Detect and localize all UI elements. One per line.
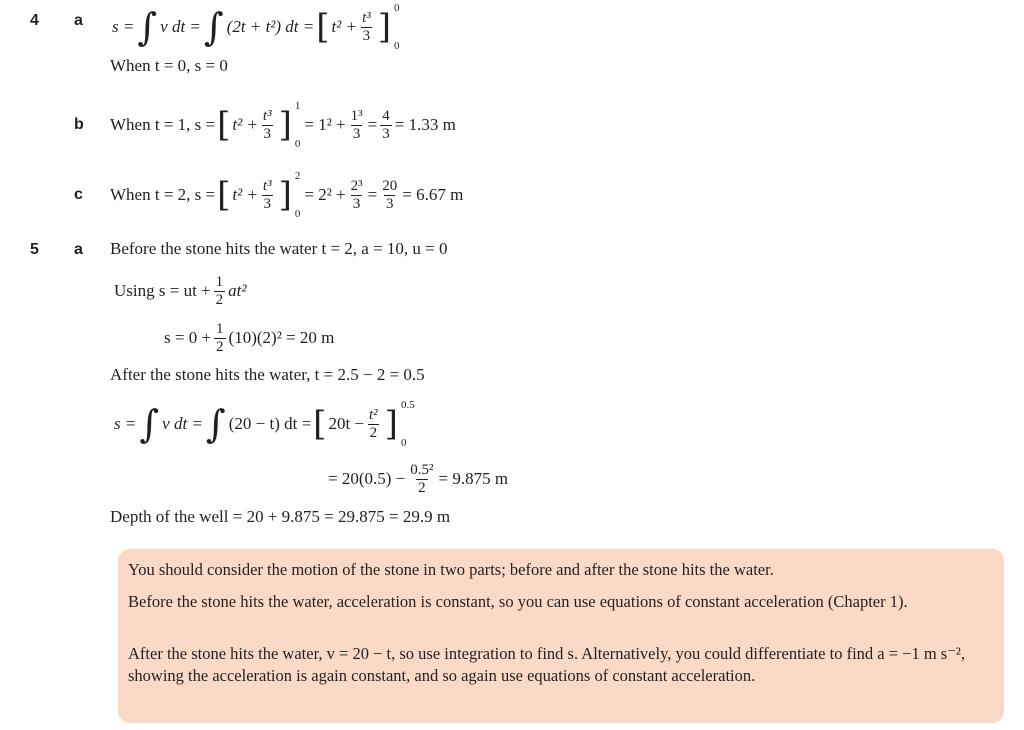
denominator: 2: [215, 291, 224, 308]
q4b-prefix: When t = 1, s =: [110, 115, 216, 134]
q4a-fraction: [360, 10, 373, 45]
q4a-integrand: (2t + t²) dt =: [226, 17, 315, 36]
numerator: 1: [216, 320, 224, 337]
integral-sign: ∫: [203, 5, 224, 49]
numerator: 20: [382, 177, 398, 194]
q5-eval-suffix: = 9.875 m: [438, 469, 509, 488]
q4c-bracket-t2: t² +: [232, 185, 258, 204]
q4b-fraction: [261, 108, 274, 143]
q4c-fraction-2: [349, 178, 365, 213]
numerator: t³: [362, 9, 371, 26]
numerator: 0.5²: [410, 461, 434, 478]
numerator: t³: [262, 107, 272, 124]
q4b-limits: [295, 100, 301, 150]
denominator: 3: [352, 195, 361, 212]
q4c-limits: [295, 170, 301, 220]
hint-paragraph-2: Before the stone hits the water, acceleration is constant, so you can use equations of constant acceleration (Chapter 1).: [128, 592, 908, 611]
numerator: 1: [215, 273, 224, 290]
right-bracket: ]: [278, 105, 292, 145]
q5-depth-result: Depth of the well = 20 + 9.875 = 29.875 = 29.9 m: [110, 507, 451, 526]
q4c-fraction: [261, 178, 274, 213]
numerator: 1³: [350, 107, 363, 124]
q5-substitution-line: [164, 315, 334, 361]
q5-sub-prefix: s = 0 +: [164, 328, 212, 347]
upper-limit: 1: [294, 100, 301, 112]
denominator: 3: [362, 27, 371, 44]
left-bracket: [: [217, 175, 231, 215]
q5-integrand: (20 − t) dt =: [228, 414, 312, 433]
part-label-5a: a: [74, 241, 83, 258]
left-bracket: [: [217, 105, 231, 145]
q4a-integral-line: [112, 3, 400, 51]
upper-limit: 0.5: [400, 399, 415, 411]
upper-limit: 2: [294, 170, 301, 182]
hint-paragraph-3: After the stone hits the water, v = 20 − t, so use integration to find s. Alternatively, you could differentiate to find a = −1 m s⁻², showing the acceleration is again constant, and so again use equations of constant acceleration.: [128, 644, 966, 685]
left-bracket: [: [313, 404, 327, 444]
lower-limit: 0: [400, 437, 407, 449]
integral-sign: ∫: [139, 402, 160, 446]
q5-s-eq: s =: [114, 414, 137, 433]
q5-half-fraction-2: [214, 321, 226, 356]
q4c-result: = 6.67 m: [402, 185, 464, 204]
denominator: 3: [263, 125, 271, 142]
integral-sign: ∫: [137, 5, 158, 49]
question-number-5: 5: [30, 241, 39, 258]
q5-eval-prefix: = 20(0.5) −: [328, 469, 406, 488]
denominator: 3: [382, 125, 390, 142]
numerator: 2³: [350, 177, 363, 194]
numerator: t³: [262, 177, 272, 194]
q4c-prefix: When t = 2, s =: [110, 185, 216, 204]
q4b-eq1: = 1² +: [304, 115, 346, 134]
q4b-result: = 1.33 m: [394, 115, 456, 134]
q5-suvat-suffix: at²: [228, 281, 247, 300]
hint-box: [118, 549, 1004, 723]
q4a-s-eq: s =: [112, 17, 135, 36]
lower-limit: 0: [294, 208, 301, 220]
q5-suvat-prefix: Using s = ut +: [114, 281, 211, 300]
numerator: 4: [382, 107, 390, 124]
q4c-eq1: = 2² +: [304, 185, 346, 204]
right-bracket: ]: [278, 175, 292, 215]
lower-limit: 0: [294, 138, 301, 150]
q4b-line: [110, 100, 456, 150]
hint-paragraph-1: You should consider the motion of the stone in two parts; before and after the stone hits the water.: [128, 560, 774, 579]
q4c-eq2: =: [367, 185, 378, 204]
denominator: 2: [369, 424, 378, 441]
denominator: 3: [385, 195, 394, 212]
numerator: t²: [369, 406, 378, 423]
q4a-bracket-t2: t² +: [331, 17, 358, 36]
q4c-line: [110, 170, 463, 220]
q4a-limits: [394, 2, 400, 52]
right-bracket: ]: [377, 7, 392, 47]
q4b-fraction-2: [349, 108, 365, 143]
q5-limits: [401, 399, 415, 449]
q5-fraction: [367, 407, 380, 442]
right-bracket: ]: [384, 404, 398, 444]
q5-bracket-lead: 20t −: [328, 414, 364, 433]
lower-limit: 0: [394, 40, 400, 52]
q5-evaluation-line: [328, 455, 508, 503]
part-label-4c: c: [74, 186, 83, 203]
q5-v-dt: v dt =: [162, 414, 203, 433]
q4b-bracket-t2: t² +: [232, 115, 258, 134]
q5-after-conditions: After the stone hits the water, t = 2.5 − 2 = 0.5: [110, 365, 425, 384]
q5-eval-fraction: [408, 462, 435, 497]
q4a-initial-condition: When t = 0, s = 0: [110, 56, 228, 75]
q5-suvat-line: [114, 268, 246, 314]
q4c-fraction-3: [380, 178, 399, 213]
q4a-v-dt: v dt =: [160, 17, 201, 36]
question-number-4: 4: [30, 12, 39, 29]
denominator: 2: [216, 338, 224, 355]
q4b-fraction-3: [380, 108, 392, 143]
upper-limit: 0: [394, 2, 400, 14]
q5-integral-line: [114, 398, 415, 450]
denominator: 2: [418, 479, 426, 496]
q5-half-fraction: [214, 274, 226, 309]
part-label-4b: b: [74, 116, 84, 133]
denominator: 3: [352, 125, 361, 142]
q4b-eq2: =: [367, 115, 378, 134]
left-bracket: [: [316, 7, 330, 47]
integral-sign: ∫: [205, 402, 226, 446]
part-label-4a: a: [74, 12, 83, 29]
denominator: 3: [263, 195, 271, 212]
q5-sub-suffix: (10)(2)² = 20 m: [228, 328, 335, 347]
q5-before-conditions: Before the stone hits the water t = 2, a = 10, u = 0: [110, 239, 448, 258]
